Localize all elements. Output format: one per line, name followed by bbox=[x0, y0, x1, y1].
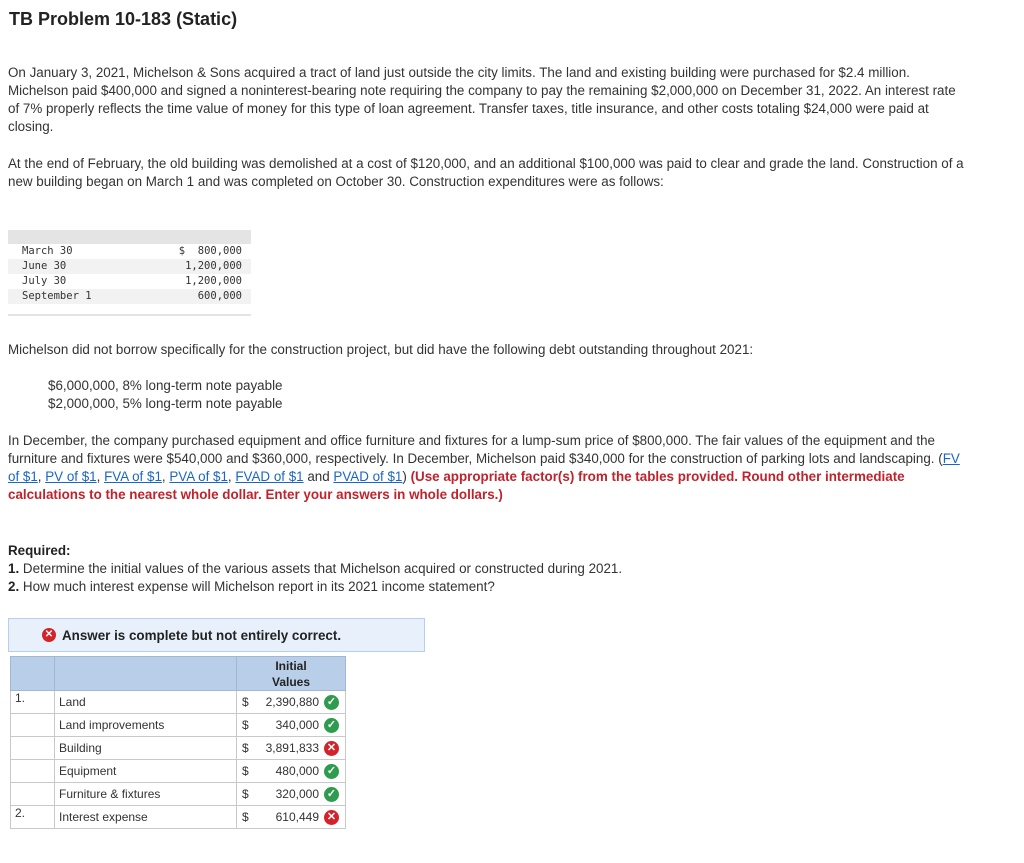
answer-status-text: Answer is complete but not entirely correct. bbox=[62, 627, 342, 643]
check-icon: ✓ bbox=[324, 787, 339, 802]
row-number bbox=[11, 783, 55, 806]
row-number bbox=[11, 714, 55, 737]
answer-table bbox=[10, 656, 346, 829]
answer-value: 3,891,833 bbox=[265, 741, 319, 755]
answer-value: 2,390,880 bbox=[265, 695, 319, 709]
row-label: Building bbox=[55, 737, 237, 760]
dollar-sign: $ bbox=[242, 810, 249, 824]
table-row bbox=[11, 760, 346, 783]
x-circle-icon: ✕ bbox=[42, 628, 56, 642]
header-num-cell bbox=[11, 657, 55, 691]
required-item bbox=[8, 560, 968, 578]
pva-table-link[interactable]: PVA of $1 bbox=[169, 469, 228, 484]
dollar-sign: $ bbox=[242, 695, 249, 709]
expenditure-date: July 30 bbox=[22, 275, 67, 287]
answer-value: 320,000 bbox=[275, 787, 319, 801]
answer-status-banner bbox=[8, 618, 425, 652]
problem-paragraph-5 bbox=[8, 432, 973, 504]
expenditure-amount: $ 800,000 bbox=[178, 245, 242, 257]
instruction-text: (Use appropriate factor(s) from the tables provided. Round other intermediate calculations to the nearest whole dollar. Enter your answers in whole dollars.) bbox=[8, 469, 905, 502]
initial-values-header: Initial Values bbox=[271, 658, 311, 689]
expenditure-row bbox=[8, 274, 251, 289]
required-item bbox=[8, 578, 968, 596]
separator: ) bbox=[402, 469, 407, 484]
row-label: Land bbox=[55, 691, 237, 714]
required-number: 2. bbox=[8, 579, 20, 594]
separator: , bbox=[227, 469, 236, 484]
answer-value: 610,449 bbox=[275, 810, 319, 824]
row-label: Interest expense bbox=[55, 806, 237, 829]
dollar-sign: $ bbox=[242, 741, 249, 755]
separator: and bbox=[303, 469, 334, 484]
table-row bbox=[11, 737, 346, 760]
expenditure-date: September 1 bbox=[22, 290, 92, 302]
answer-cell[interactable] bbox=[237, 783, 346, 806]
check-icon: ✓ bbox=[324, 718, 339, 733]
row-label: Equipment bbox=[55, 760, 237, 783]
row-number: 2. bbox=[11, 806, 55, 829]
row-number bbox=[11, 760, 55, 783]
separator: , bbox=[161, 469, 170, 484]
row-label: Land improvements bbox=[55, 714, 237, 737]
answer-cell[interactable] bbox=[237, 760, 346, 783]
answer-cell[interactable] bbox=[237, 714, 346, 737]
x-icon: ✕ bbox=[324, 741, 339, 756]
required-heading: Required: bbox=[8, 543, 71, 558]
page-title: TB Problem 10-183 (Static) bbox=[9, 9, 238, 29]
answer-cell[interactable] bbox=[237, 691, 346, 714]
x-icon: ✕ bbox=[324, 810, 339, 825]
table-row bbox=[11, 691, 346, 714]
problem-paragraph-2: At the end of February, the old building was demolished at a cost of $120,000, and an additional $100,000 was paid to clear and grade the land. Construction of a new building began on March 1 and was completed on October 30. Construction expenditures were as follows: bbox=[8, 156, 964, 189]
header-label-cell bbox=[55, 657, 237, 691]
separator: , bbox=[37, 469, 46, 484]
pvad-table-link[interactable]: PVAD of $1 bbox=[333, 469, 403, 484]
row-label: Furniture & fixtures bbox=[55, 783, 237, 806]
required-text: Determine the initial values of the various assets that Michelson acquired or constructed during 2021. bbox=[22, 561, 623, 576]
answer-cell[interactable] bbox=[237, 737, 346, 760]
expenditures-table bbox=[8, 230, 251, 316]
header-value-cell bbox=[237, 657, 346, 691]
expenditure-amount: 600,000 bbox=[197, 290, 242, 302]
row-number: 1. bbox=[11, 691, 55, 714]
check-icon: ✓ bbox=[324, 764, 339, 779]
dollar-sign: $ bbox=[242, 764, 249, 778]
separator: , bbox=[96, 469, 105, 484]
check-icon: ✓ bbox=[324, 695, 339, 710]
problem-paragraph-1: On January 3, 2021, Michelson & Sons acquired a tract of land just outside the city limits. The land and existing building were purchased for $2.4 million. Michelson paid $400,000 and signed a noninterest-bearing note requiring the company to pay the remaining $2,000,000 on December 31, 2022. An interest rate of 7% properly reflects the time value of money for this type of loan agreement. Transfer taxes, title insurance, and other costs totaling $24,000 were paid at closing. bbox=[8, 65, 956, 134]
table-row bbox=[11, 714, 346, 737]
table-row bbox=[11, 806, 346, 829]
debt-item: $6,000,000, 8% long-term note payable bbox=[48, 378, 283, 393]
answer-value: 340,000 bbox=[275, 718, 319, 732]
expenditure-row bbox=[8, 259, 251, 274]
debt-item: $2,000,000, 5% long-term note payable bbox=[48, 396, 283, 411]
expenditure-row bbox=[8, 289, 251, 304]
expenditure-date: March 30 bbox=[22, 245, 73, 257]
answer-value: 480,000 bbox=[275, 764, 319, 778]
expenditure-date: June 30 bbox=[22, 260, 67, 272]
expenditure-row bbox=[8, 244, 251, 259]
required-number: 1. bbox=[8, 561, 20, 576]
table-row bbox=[11, 783, 346, 806]
required-text: How much interest expense will Michelson report in its 2021 income statement? bbox=[22, 579, 495, 594]
expenditure-amount: 1,200,000 bbox=[185, 260, 242, 272]
row-number bbox=[11, 737, 55, 760]
answer-cell[interactable] bbox=[237, 806, 346, 829]
problem-paragraph-3: Michelson did not borrow specifically for the construction project, but did have the following debt outstanding throughout 2021: bbox=[8, 342, 754, 357]
fva-table-link[interactable]: FVA of $1 bbox=[104, 469, 162, 484]
fvad-table-link[interactable]: FVAD of $1 bbox=[235, 469, 304, 484]
paragraph-5-text: In December, the company purchased equipment and office furniture and fixtures for a lump-sum price of $800,000. The fair values of the equipment and the furniture and fixtures were $540,000 and $360,000, respectively. In December, Michelson paid $340,000 for the construction of parking lots and landscaping. ( bbox=[8, 433, 943, 466]
dollar-sign: $ bbox=[242, 718, 249, 732]
required-section bbox=[8, 542, 968, 596]
debt-list bbox=[48, 377, 283, 413]
fv-table-link[interactable]: FV of $1 bbox=[8, 451, 960, 484]
dollar-sign: $ bbox=[242, 787, 249, 801]
expenditure-amount: 1,200,000 bbox=[185, 275, 242, 287]
pv-table-link[interactable]: PV of $1 bbox=[45, 469, 97, 484]
